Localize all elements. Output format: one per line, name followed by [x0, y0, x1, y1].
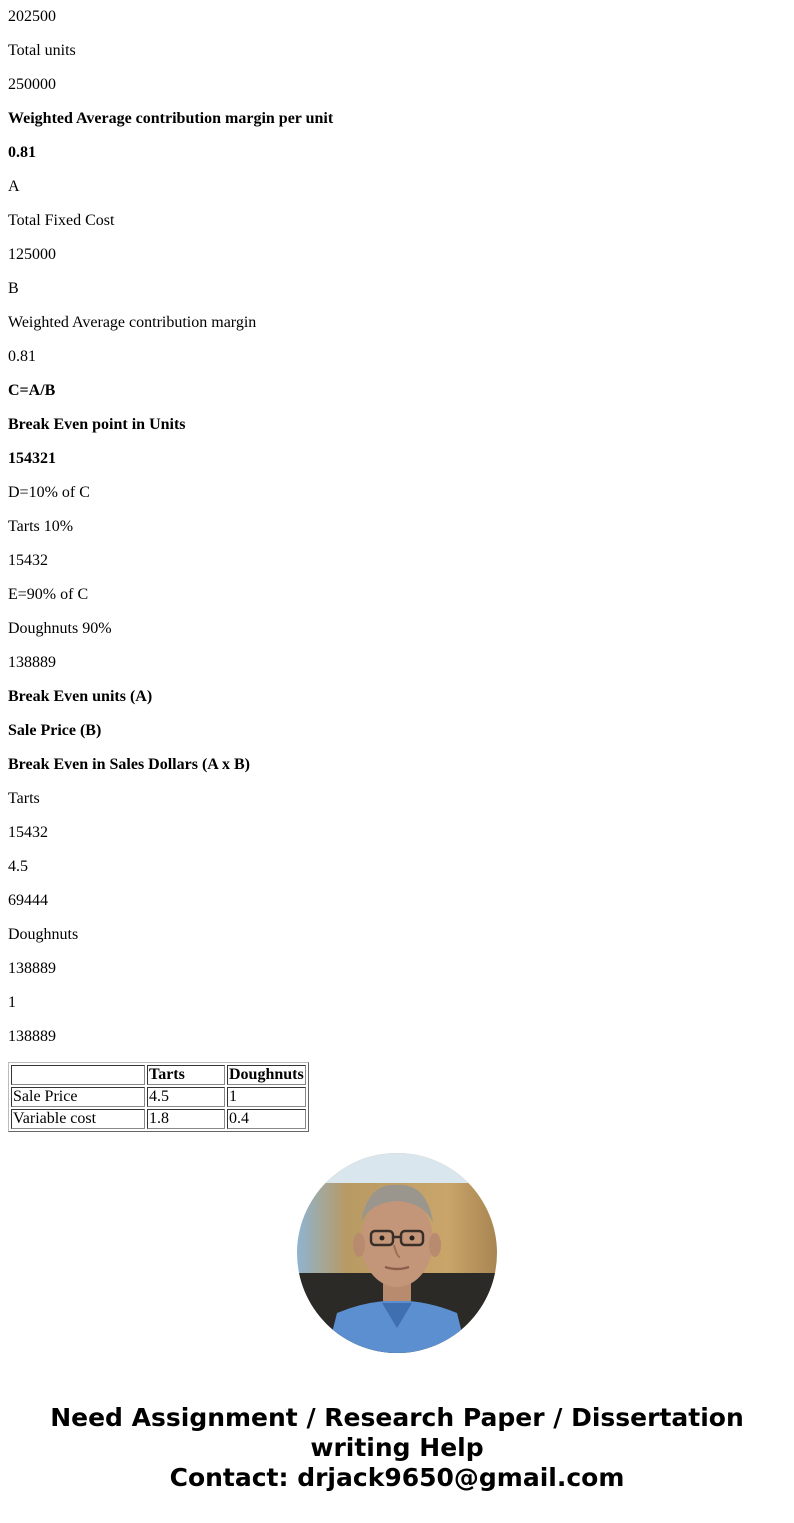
table-row [11, 1109, 306, 1129]
text-line: E=90% of C [8, 586, 89, 603]
table-header-cell: Doughnuts [229, 1066, 304, 1083]
text-line: Tarts 10% [8, 518, 74, 535]
banner-contact-line: Contact: drjack9650@gmail.com [169, 1463, 625, 1492]
text-line: Tarts [8, 790, 40, 807]
table-cell: 4.5 [147, 1087, 225, 1107]
text-line: Total units [8, 42, 76, 59]
avatar [297, 1153, 497, 1353]
text-line: Doughnuts [8, 926, 79, 943]
text-line: Sale Price (B) [8, 722, 102, 739]
text-line: 138889 [8, 654, 56, 671]
text-line: 4.5 [8, 858, 28, 875]
text-line: Total Fixed Cost [8, 212, 115, 229]
text-line: Doughnuts 90% [8, 620, 112, 637]
text-line: 125000 [8, 246, 56, 263]
banner-line-2: writing Help [310, 1433, 484, 1462]
text-line: 15432 [8, 824, 48, 841]
text-line: C=A/B [8, 382, 56, 399]
text-line: 1 [8, 994, 16, 1011]
text-lines [8, 8, 786, 1046]
table-cell: Sale Price [11, 1087, 145, 1107]
person-photo [297, 1153, 497, 1353]
text-line: 69444 [8, 892, 48, 909]
text-line: 15432 [8, 552, 48, 569]
table-row [11, 1087, 306, 1107]
text-line: D=10% of C [8, 484, 90, 501]
table-cell: 1.8 [147, 1109, 225, 1129]
document-body [8, 0, 786, 1132]
table-cell: 0.4 [227, 1109, 306, 1129]
text-line: Weighted Average contribution margin per unit [8, 110, 334, 127]
text-line: Break Even point in Units [8, 416, 186, 433]
text-line: 0.81 [8, 144, 36, 161]
text-line: 0.81 [8, 348, 36, 365]
text-line: B [8, 280, 19, 297]
banner-line-1: Need Assignment / Research Paper / Dissertation [50, 1403, 744, 1432]
text-line: Break Even units (A) [8, 688, 153, 705]
table-header-cell [11, 1065, 145, 1085]
text-line: Break Even in Sales Dollars (A x B) [8, 756, 250, 773]
table-header-row [11, 1065, 306, 1085]
text-line: 154321 [8, 450, 56, 467]
text-line: 202500 [8, 8, 56, 25]
cost-table [8, 1062, 309, 1132]
table-cell: Variable cost [11, 1109, 145, 1129]
contact-banner [0, 1403, 794, 1493]
text-line: A [8, 178, 20, 195]
text-line: 138889 [8, 960, 56, 977]
text-line: 250000 [8, 76, 56, 93]
text-line: 138889 [8, 1028, 56, 1045]
table-cell: 1 [227, 1087, 306, 1107]
table-header-cell: Tarts [147, 1065, 225, 1085]
text-line: Weighted Average contribution margin [8, 314, 257, 331]
